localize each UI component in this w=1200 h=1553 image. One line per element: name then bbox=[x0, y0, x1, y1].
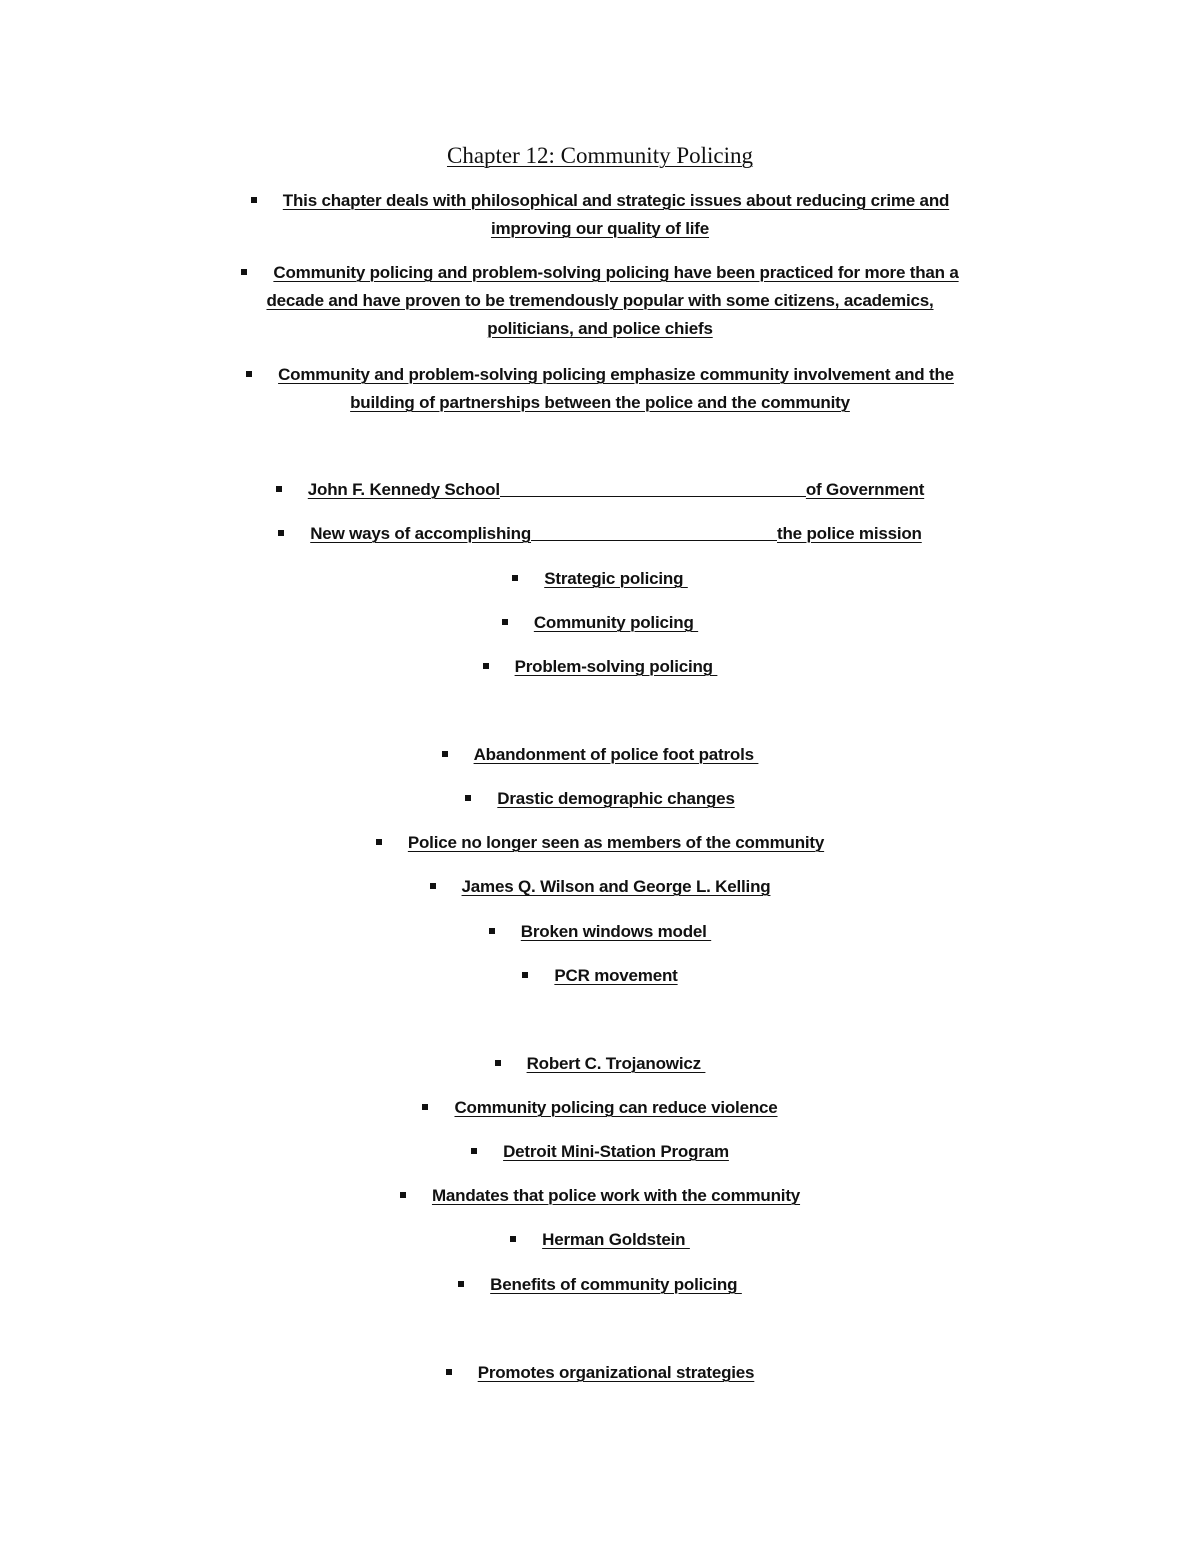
square-bullet-icon bbox=[276, 486, 282, 492]
square-bullet-icon bbox=[246, 371, 252, 377]
bullet-item-5 bbox=[0, 520, 1200, 548]
square-bullet-icon bbox=[489, 928, 495, 934]
bullet-text: Promotes organizational strategies bbox=[477, 1363, 755, 1382]
bullet-item-6 bbox=[0, 565, 1200, 593]
bullet-item-18 bbox=[0, 1182, 1200, 1210]
bullet-item-10 bbox=[0, 785, 1200, 813]
chapter-title-text: Chapter 12: Community Policing bbox=[446, 143, 754, 168]
bullet-item-7 bbox=[0, 609, 1200, 637]
bullet-text: Broken windows model bbox=[520, 922, 712, 941]
square-bullet-icon bbox=[446, 1369, 452, 1375]
square-bullet-icon bbox=[400, 1192, 406, 1198]
bullet-item-12 bbox=[0, 873, 1200, 901]
bullet-item-19 bbox=[0, 1226, 1200, 1254]
bullet-text: This chapter deals with philosophical and strategic issues about reducing crime and improving our quality of life bbox=[282, 191, 950, 238]
bullet-text: Detroit Mini-Station Program bbox=[503, 1142, 729, 1161]
square-bullet-icon bbox=[442, 751, 448, 757]
bullet-item-13 bbox=[0, 918, 1200, 946]
bullet-item-16 bbox=[0, 1094, 1200, 1122]
blank-line bbox=[500, 495, 806, 497]
bullet-text: Strategic policing bbox=[544, 569, 688, 588]
bullet-item-11 bbox=[0, 829, 1200, 857]
square-bullet-icon bbox=[471, 1148, 477, 1154]
square-bullet-icon bbox=[495, 1060, 501, 1066]
bullet-item-15 bbox=[0, 1050, 1200, 1078]
bullet-text-part-1: John F. Kennedy School bbox=[307, 480, 500, 499]
bullet-item-17 bbox=[0, 1138, 1200, 1166]
bullet-text: Drastic demographic changes bbox=[497, 789, 735, 808]
bullet-item-1 bbox=[0, 187, 1200, 243]
bullet-item-3 bbox=[0, 361, 1200, 417]
bullet-item-4 bbox=[0, 476, 1200, 504]
bullet-text: Police no longer seen as members of the community bbox=[407, 833, 825, 852]
square-bullet-icon bbox=[458, 1281, 464, 1287]
bullet-text: Benefits of community policing bbox=[490, 1275, 742, 1294]
square-bullet-icon bbox=[430, 883, 436, 889]
blank-line bbox=[531, 539, 777, 541]
square-bullet-icon bbox=[510, 1236, 516, 1242]
bullet-text: James Q. Wilson and George L. Kelling bbox=[461, 877, 771, 896]
bullet-text: Mandates that police work with the community bbox=[431, 1186, 801, 1205]
bullet-text: Community policing can reduce violence bbox=[454, 1098, 778, 1117]
square-bullet-icon bbox=[483, 663, 489, 669]
square-bullet-icon bbox=[376, 839, 382, 845]
bullet-item-8 bbox=[0, 653, 1200, 681]
bullet-text: Problem-solving policing bbox=[514, 657, 718, 676]
square-bullet-icon bbox=[465, 795, 471, 801]
bullet-text-part-2: of Government bbox=[805, 480, 925, 499]
bullet-text-part-2: the police mission bbox=[777, 524, 922, 543]
bullet-item-2 bbox=[0, 259, 1200, 343]
square-bullet-icon bbox=[502, 619, 508, 625]
square-bullet-icon bbox=[522, 972, 528, 978]
bullet-item-9 bbox=[0, 741, 1200, 769]
square-bullet-icon bbox=[422, 1104, 428, 1110]
bullet-text: PCR movement bbox=[554, 966, 678, 985]
square-bullet-icon bbox=[251, 197, 257, 203]
bullet-item-14 bbox=[0, 962, 1200, 990]
bullet-text: Robert C. Trojanowicz bbox=[526, 1054, 706, 1073]
bullet-text: Herman Goldstein bbox=[542, 1230, 690, 1249]
bullet-text: Community policing and problem-solving policing have been practiced for more than a decade and have proven to be tremendously popular with some citizens, academics, politicians, and police chiefs bbox=[266, 263, 959, 338]
square-bullet-icon bbox=[241, 269, 247, 275]
square-bullet-icon bbox=[512, 575, 518, 581]
bullet-text: Community policing bbox=[533, 613, 699, 632]
bullet-item-21 bbox=[0, 1359, 1200, 1387]
bullet-item-20 bbox=[0, 1271, 1200, 1299]
chapter-title bbox=[0, 143, 1200, 169]
bullet-text: Abandonment of police foot patrols bbox=[473, 745, 759, 764]
bullet-text-part-1: New ways of accomplishing bbox=[310, 524, 532, 543]
square-bullet-icon bbox=[278, 530, 284, 536]
bullet-text: Community and problem-solving policing emphasize community involvement and the building of partnerships between the police and the community bbox=[278, 365, 954, 412]
